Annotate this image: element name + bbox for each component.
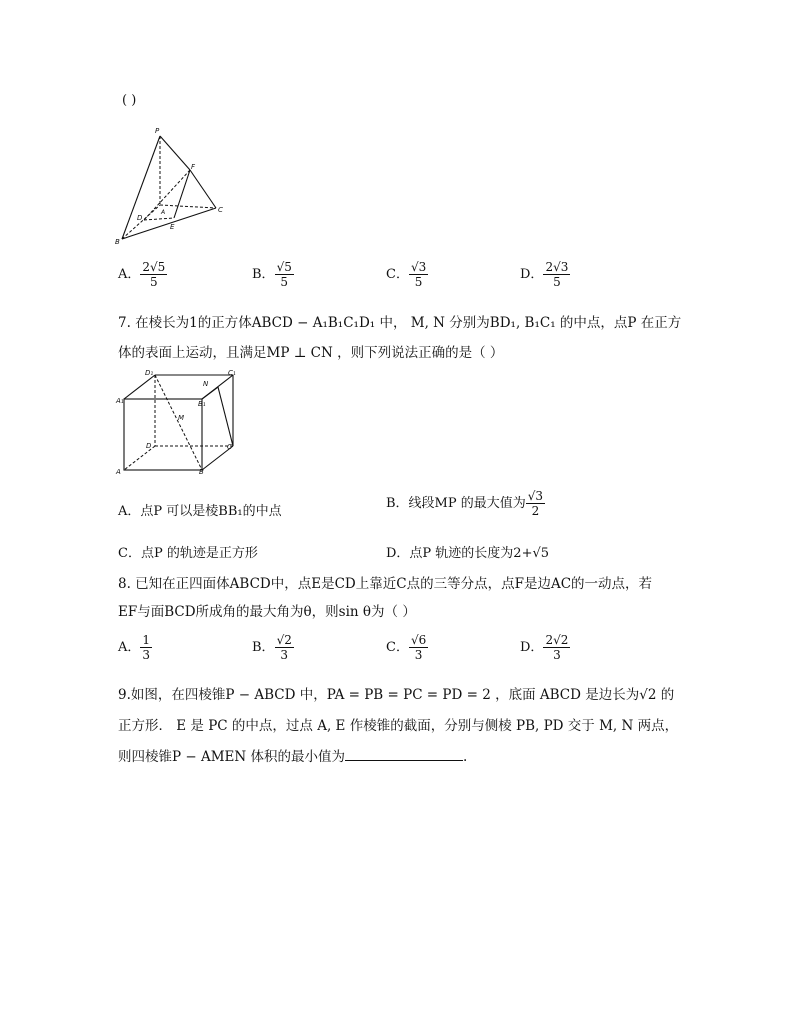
q6-option-a[interactable] bbox=[118, 260, 167, 289]
q9-stem-line2: 正方形． E 是 PC 的中点，过点 A, E 作棱锥的截面，分别与侧棱 PB, PD 交于 M, N 两点， bbox=[118, 718, 679, 734]
label-C: C bbox=[227, 443, 232, 451]
denominator: 3 bbox=[553, 648, 561, 662]
numerator: √5 bbox=[276, 260, 292, 274]
label-D: D bbox=[146, 442, 152, 450]
label-C1: C₁ bbox=[228, 369, 236, 377]
label-A: A bbox=[116, 468, 121, 476]
denominator: 3 bbox=[414, 648, 423, 662]
option-letter: C． bbox=[386, 640, 409, 655]
option-letter: D． bbox=[520, 267, 544, 282]
label-P: P bbox=[155, 127, 160, 135]
label-M: M bbox=[178, 414, 185, 422]
option-letter: C． bbox=[386, 267, 409, 282]
label-D: D bbox=[137, 214, 143, 222]
label-C: C bbox=[218, 206, 223, 214]
denominator: 5 bbox=[150, 275, 158, 289]
q9-stem-line3 bbox=[118, 745, 467, 765]
q7-stem-line2: 体的表面上运动，且满足MP ⊥ CN ，则下列说法正确的是（ ） bbox=[118, 345, 504, 361]
q8-option-c[interactable] bbox=[386, 633, 428, 662]
q9-line3-text: 则四棱锥P − AMEN 体积的最小值为 bbox=[118, 749, 346, 765]
option-b-text: B．线段MP 的最大值为 bbox=[386, 496, 526, 511]
option-letter: B． bbox=[252, 640, 275, 655]
option-letter: B． bbox=[252, 267, 275, 282]
q6-option-b[interactable] bbox=[252, 260, 294, 289]
label-B: B bbox=[199, 468, 204, 476]
q9-stem-line1: 9.如图，在四棱锥P − ABCD 中，PA = PB = PC = PD = 2 ，底面 ABCD 是边长为√2 的 bbox=[118, 687, 675, 703]
label-F: F bbox=[191, 163, 196, 171]
q7-option-b[interactable] bbox=[386, 489, 545, 518]
q6-option-c[interactable] bbox=[386, 260, 428, 289]
numerator: √3 bbox=[410, 260, 427, 274]
label-B1: B₁ bbox=[198, 400, 206, 408]
q7-option-d[interactable]: D．点P 轨迹的长度为2+√5 bbox=[386, 546, 550, 561]
q9-line3-end: . bbox=[463, 749, 468, 765]
denominator: 3 bbox=[280, 648, 289, 662]
denominator: 5 bbox=[553, 275, 561, 289]
numerator: √2 bbox=[276, 633, 292, 647]
q7-option-a[interactable]: A．点P 可以是棱BB₁的中点 bbox=[118, 504, 282, 519]
q8-stem-line2: EF与面BCD所成角的最大角为θ，则sin θ为（ ） bbox=[118, 604, 416, 620]
denominator: 5 bbox=[280, 275, 289, 289]
label-N: N bbox=[203, 380, 209, 388]
label-D1: D₁ bbox=[145, 369, 154, 377]
denominator: 5 bbox=[414, 275, 423, 289]
q8-option-a[interactable] bbox=[118, 633, 152, 662]
q7-stem-line1: 7. 在棱长为1的正方体ABCD − A₁B₁C₁D₁ 中， M, N 分别为BD₁, B₁C₁ 的中点，点P 在正方 bbox=[118, 315, 682, 331]
option-letter: A． bbox=[118, 267, 141, 282]
option-letter: A． bbox=[118, 640, 141, 655]
numerator: √3 bbox=[527, 489, 544, 503]
option-letter: D． bbox=[520, 640, 544, 655]
q8-stem-line1: 8. 已知在正四面体ABCD中，点E是CD上靠近C点的三等分点，点F是边AC的一动点，若 bbox=[118, 576, 653, 592]
q8-option-b[interactable] bbox=[252, 633, 294, 662]
numerator: 1 bbox=[142, 633, 151, 647]
q8-option-d[interactable] bbox=[520, 633, 570, 662]
label-A: A bbox=[161, 209, 166, 216]
label-B: B bbox=[115, 238, 120, 246]
answer-bracket: ( ) bbox=[122, 93, 137, 108]
denominator: 3 bbox=[142, 648, 151, 662]
q6-tetrahedron-figure bbox=[112, 122, 232, 246]
q7-cube-figure bbox=[112, 366, 242, 478]
label-A1: A₁ bbox=[116, 397, 124, 405]
denominator: 2 bbox=[531, 504, 540, 518]
numerator: √6 bbox=[410, 633, 427, 647]
numerator: 2√5 bbox=[142, 260, 166, 274]
q6-option-d[interactable] bbox=[520, 260, 570, 289]
numerator: 2√3 bbox=[545, 260, 569, 274]
answer-blank[interactable] bbox=[345, 748, 463, 761]
label-E: E bbox=[170, 223, 175, 231]
q7-option-c[interactable]: C．点P 的轨迹是正方形 bbox=[118, 546, 258, 561]
numerator: 2√2 bbox=[545, 633, 569, 647]
